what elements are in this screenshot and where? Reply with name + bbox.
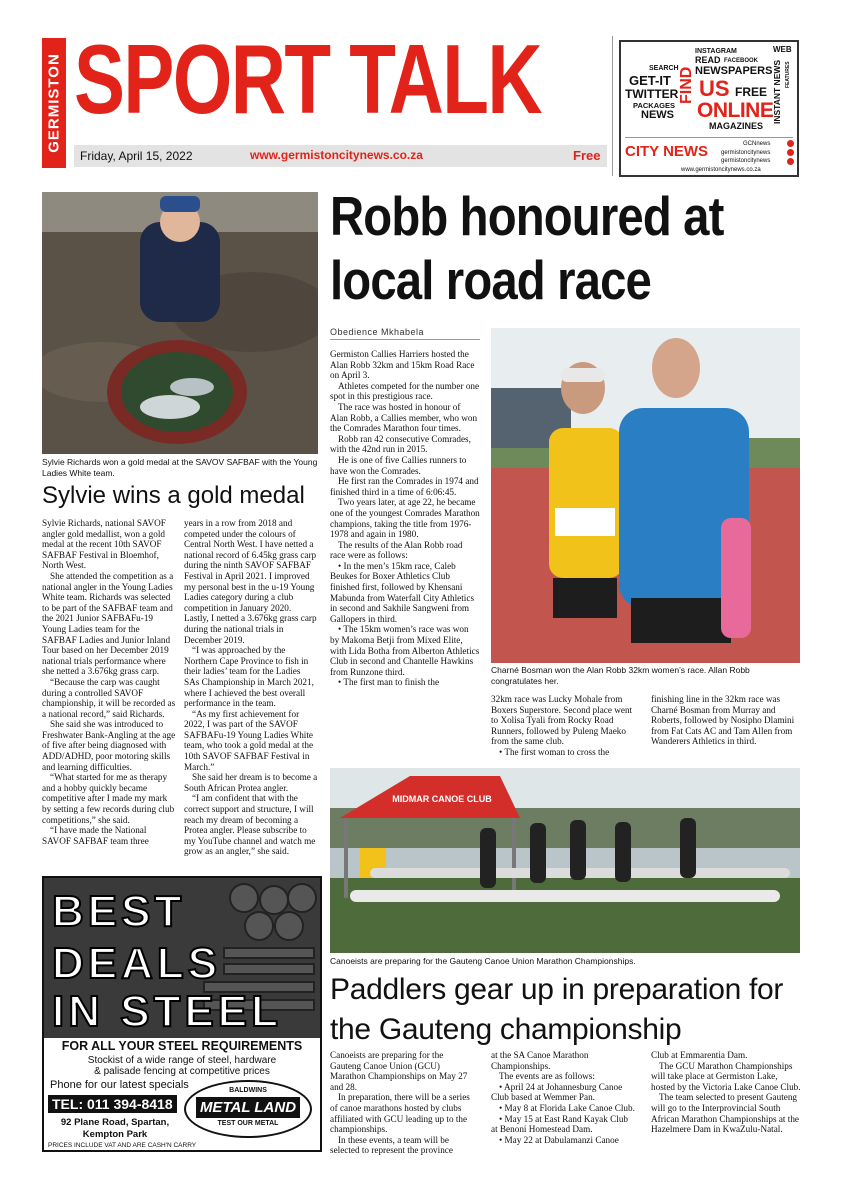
masthead-divider	[612, 36, 613, 176]
robb-para: Two years later, at age 22, he became one of the youngest Comrades Marathon champions, taking the title from 1976-1978 and again in 1980.	[330, 497, 480, 540]
steel-hero-image	[44, 878, 320, 1038]
sylvie-para: “I am confident that with the correct support and structure, I will reach my dream of becoming a Protea angler. Please subscribe to my YouTube channel and watch me grow as an angler,” she said.	[184, 793, 316, 857]
brand-vertical-text: GERMISTON	[45, 53, 63, 153]
metal-land-logo	[184, 1080, 312, 1138]
canoe-photo	[330, 768, 800, 953]
robb-byline: Obedience Mkhabela	[330, 327, 425, 337]
steel-description	[44, 1055, 320, 1077]
sylvie-para: years in a row from 2018 and competed under the colours of Central North West. I have netted a national record of 6.45kg grass carp during the ninth SAVOF SAFBAF Festival in April 2021. I improved my personal best in the u-19 Young Ladies category during a club competition in January 2020. Lastly, I netted a 3.676kg grass carp during the national trials in December 2019.	[184, 518, 317, 645]
sylvie-photo	[42, 192, 318, 454]
sylvie-headline: Sylvie wins a gold medal	[42, 482, 305, 509]
robb-column-3	[651, 694, 801, 747]
ad-city-news-logo: CITY NEWS	[625, 143, 709, 160]
canoe-para: • May 8 at Florida Lake Canoe Club.	[499, 1102, 635, 1113]
logo-metal-land: METAL LAND	[196, 1097, 300, 1118]
canoe-column-3	[651, 1050, 801, 1135]
instagram-icon	[787, 158, 794, 165]
sylvie-para: “As my first achievement for 2022, I was part of the SAVOF SAFBAFu-19 Young Ladies White team, who took a gold medal at the 10th SAVOF SAFBAF Festival in March.”	[184, 708, 314, 772]
canoe-para: at the SA Canoe Marathon Championships.	[491, 1050, 589, 1071]
sylvie-para: She attended the competition as a national angler in the Young Ladies White team. Richards was selected to be part of the SAFBAF team and the 2021 Junior SAFBAFu-19 Young Ladies team for the SAFBAF Ladies and Junior Inland Tour based on her December 2019 national trials performance where she netted a 3.676kg grass carp.	[42, 570, 174, 677]
ad-facebook: FACEBOOK	[724, 58, 759, 64]
canoe-para: In preparation, there will be a series of canoe marathons hosted by clubs affiliated with GCU leading up to the championships.	[330, 1092, 470, 1135]
robb-para: The race was hosted in honour of Alan Robb, a Callies member, who won the Comrades Marathon four times.	[330, 401, 478, 434]
ad-search: SEARCH	[649, 65, 679, 72]
logo-tagline: TEST OUR METAL	[217, 1120, 279, 1127]
steel-line-deals: DEALS	[52, 939, 222, 988]
ad-free: FREE	[735, 85, 768, 99]
canoe-column-1	[330, 1050, 474, 1156]
canoe-para: Canoeists are preparing for the Gauteng Canoe Union (GCU) Marathon Championships on May 27 and 28.	[330, 1050, 468, 1092]
ad-find: FIND	[678, 66, 695, 104]
canoe-photo-caption: Canoeists are preparing for the Gauteng Canoe Union Marathon Championships.	[330, 956, 636, 966]
ad-social-twitter: GCNnews	[743, 141, 771, 147]
ad-social-facebook: germistoncitynews	[721, 150, 771, 156]
sylvie-column-2	[184, 518, 318, 857]
ad-newspapers: NEWSPAPERS	[695, 65, 773, 77]
robb-para: He first ran the Comrades in 1974 and finished third in a time of 6:06:45.	[330, 476, 479, 497]
ad-divider	[625, 137, 793, 138]
steel-desc-line: & palisade fencing at competitive prices	[94, 1066, 270, 1077]
steel-phone-number[interactable]: TEL: 011 394-8418	[48, 1095, 177, 1113]
canoe-para: The GCU Marathon Championships will take place at Germiston Lake, hosted by the Victoria Lake Canoe Club.	[651, 1060, 801, 1092]
robb-para: • The first woman to cross the	[499, 746, 610, 757]
robb-para: Robb ran 42 consecutive Comrades, with the 42nd run in 2015.	[330, 433, 471, 455]
steel-line-in-steel: IN STEEL	[52, 987, 283, 1036]
steel-desc-line: Stockist of a wide range of steel, hardware	[87, 1055, 277, 1066]
ad-magazines: MAGAZINES	[709, 121, 763, 131]
robb-para: Germiston Callies Harriers hosted the Alan Robb 32km and 15km Road Race on April 3.	[330, 349, 475, 381]
masthead-title: SPORT TALK	[74, 24, 542, 134]
issue-date: Friday, April 15, 2022	[80, 149, 193, 163]
sylvie-para: Sylvie Richards, national SAVOF angler gold medallist, won a gold medal at the recent 10th SAVOF SAFBAF Festival in Bloemhof, North West.	[42, 518, 166, 571]
canoe-column-2	[491, 1050, 636, 1145]
robb-para: Athletes competed for the number one spot in this prestigious race.	[330, 380, 480, 402]
robb-para: • The first man to finish the	[338, 677, 440, 688]
sylvie-column-1	[42, 518, 176, 846]
ad-social-instagram: germistoncitynews	[721, 158, 771, 164]
ad-instant-news: INSTANT NEWS	[772, 59, 782, 124]
canoe-headline: Paddlers gear up in preparation for the Gauteng championship	[330, 973, 784, 1046]
ad-read: READ	[695, 55, 721, 65]
steel-address-line: 92 Plane Road, Spartan,	[60, 1117, 170, 1128]
robb-column-2	[491, 694, 636, 758]
canoe-para: • April 24 at Johannesburg Canoe Club based at Wemmer Pan.	[491, 1081, 623, 1103]
robb-para: 32km race was Lucky Mohale from Boxers Superstore. Second place went to Xolisa Tyali from Rocky Road Runners, followed by Puleng Maeko from the same club.	[491, 694, 633, 747]
robb-column-1	[330, 349, 480, 688]
ad-us: US	[699, 76, 730, 101]
ad-online: ONLINE	[697, 99, 774, 122]
twitter-icon	[787, 140, 794, 147]
logo-baldwins: BALDWINS	[229, 1087, 267, 1094]
canoe-para: In these events, a team will be selected to represent the province	[330, 1134, 453, 1156]
ad-site-url: www.germistoncitynews.co.za	[681, 167, 761, 173]
ad-news: NEWS	[641, 109, 674, 121]
canoe-para: • May 15 at East Rand Kayak Club at Benoni Homestead Dam.	[491, 1113, 629, 1135]
sylvie-photo-caption: Sylvie Richards won a gold medal at the SAVOV SAFBAF with the Young Ladies White team.	[42, 457, 318, 478]
robb-photo-caption: Charné Bosman won the Alan Robb 32km women’s race. Allan Robb congratulates her.	[491, 665, 750, 686]
sylvie-para: “What started for me as therapy and a hobby quickly became competitive after I made my mark by setting a few records during club competitions,” she said.	[42, 772, 175, 825]
steel-phone-label: Phone for our latest specials	[50, 1079, 189, 1091]
steel-footer: PRICES INCLUDE VAT AND ARE CASH'N CARRY	[48, 1142, 197, 1149]
facebook-icon	[787, 149, 794, 156]
canoe-para: The events are as follows:	[499, 1071, 595, 1082]
brand-vertical-bar	[42, 38, 66, 168]
robb-para: • In the men’s 15km race, Caleb Beukes for Boxer Athletics Club finished first, followed by Khensani Mabunda from Waterfall City Athletics in second and Sakhile Sangweni from Gallopers in third.	[330, 560, 475, 624]
byline-rule	[330, 339, 480, 340]
robb-photo	[491, 328, 800, 663]
sylvie-para: She said her dream is to become a South African Protea angler.	[184, 772, 318, 793]
find-us-ad[interactable]	[619, 40, 799, 177]
canoe-para: Club at Emmarentia Dam.	[651, 1050, 748, 1060]
ad-web: WEB	[773, 45, 792, 54]
robb-para: • The 15km women’s race was won by Makoma Betji from Mixed Elite, with Lida Botha from Alberton Athletics Club in second and Chantelle Hawkins from Runzone third.	[330, 624, 480, 677]
tent-label: MIDMAR CANOE CLUB	[392, 794, 492, 804]
steel-advert[interactable]	[42, 876, 322, 1152]
sylvie-para: “I was approached by the Northern Cape Province to fish in their ladies’ team for the Ladies SAs Championship in March 2021, where I achieved the best overall performance in the team.	[184, 645, 314, 709]
canoe-para: • May 22 at Dabulamanzi Canoe	[499, 1134, 619, 1145]
robb-headline: Robb honoured at local road race	[330, 185, 724, 311]
sylvie-para: “Because the carp was caught during a controlled SAVOF championship, it will be recorded as a national record,” said Richards.	[42, 676, 176, 719]
ad-instagram: INSTAGRAM	[695, 48, 737, 55]
robb-para: finishing line in the 32km race was Charné Bosman from Murray and Roberts, followed by Nosipho Dlamini from Fat Cats AC and Tam Allen from Wanderers Athletics in third.	[651, 694, 795, 747]
robb-para: He is one of five Callies runners to have won the Comrades.	[330, 454, 467, 476]
price-label: Free	[573, 148, 601, 163]
steel-subheading: FOR ALL YOUR STEEL REQUIREMENTS	[61, 1039, 303, 1053]
sylvie-para: “I have made the National SAVOF SAFBAF team three	[42, 825, 149, 846]
ad-get-it: GET-IT	[629, 73, 671, 88]
steel-line-best: BEST	[52, 887, 186, 936]
website-link[interactable]: www.germistoncitynews.co.za	[250, 148, 423, 162]
ad-packages: PACKAGES	[633, 101, 675, 110]
canoe-para: The team selected to present Gauteng will go to the Interprovincial South African Marathon Championships at the Hazelmere Dam in KwaZulu-Natal.	[651, 1092, 799, 1135]
ad-features: FEATURES	[785, 61, 791, 88]
sylvie-para: She said she was introduced to Freshwater Bank-Angling at the age of five after being diagnosed with ADD/ADHD, poor motoring skills and learning difficulties.	[42, 719, 176, 772]
ad-twitter: TWITTER	[625, 87, 679, 101]
steel-address-line: Kempton Park	[82, 1129, 148, 1140]
robb-para: The results of the Alan Robb road race were as follows:	[330, 539, 463, 561]
